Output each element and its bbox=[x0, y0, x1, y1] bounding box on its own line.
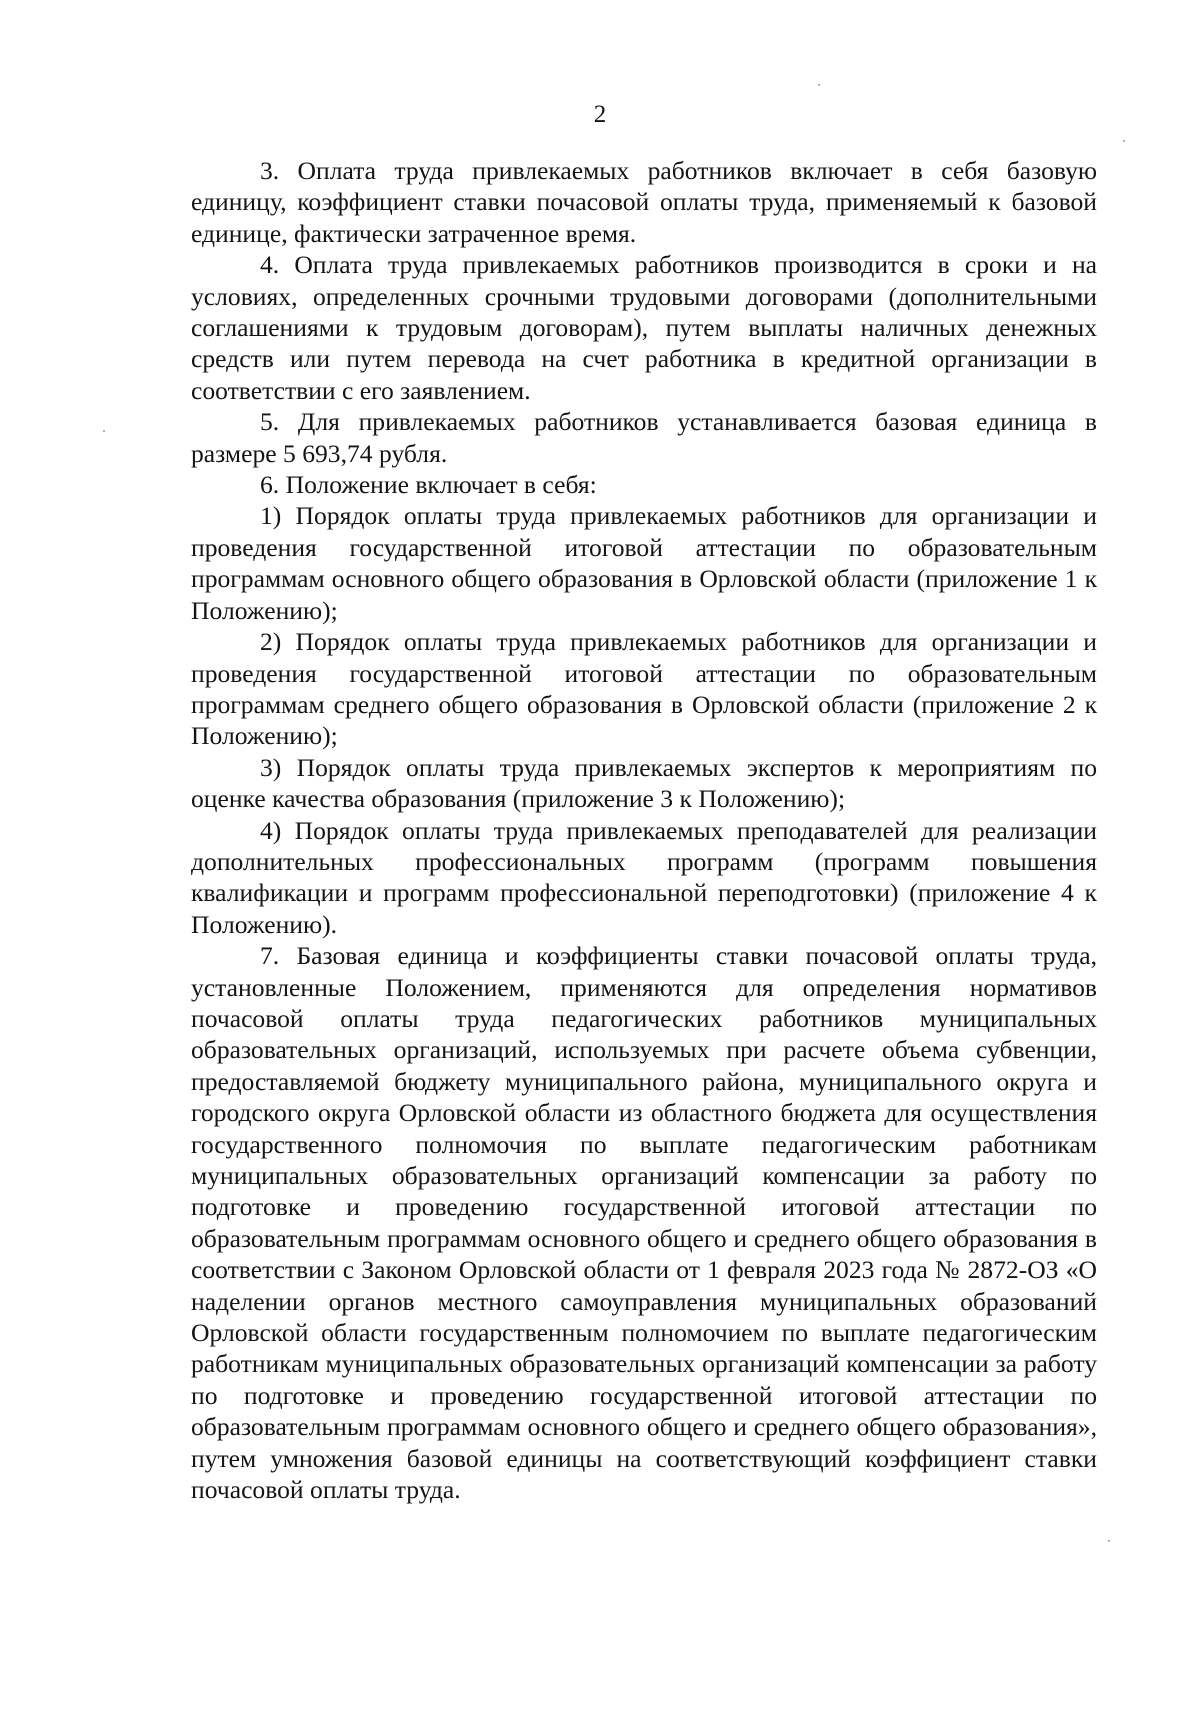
scan-speck bbox=[1123, 140, 1125, 142]
scan-speck bbox=[103, 430, 105, 432]
list-item-4-teachers: 4) Порядок оплаты труда привлекаемых преподавателей для реализации дополнительных профессиональных программ (программ повышения квалификации и программ профессиональной переподготовки) (приложение 4 к Положению). bbox=[191, 815, 1097, 939]
paragraph-7-base-unit-application: 7. Базовая единица и коэффициенты ставки почасовой оплаты труда, установленные Положением, применяются для определения нормативов почасовой оплаты труда педагогических работников муниципальных образовательных организаций, используемых при расчете объема субвенции, предоставляемой бюджету муниципального района, муниципального округа и городского округа Орловской области из областного бюджета для осуществления государственного полномочия по выплате педагогическим работникам муниципальных образовательных организаций компенсации за работу по подготовке и проведению государственной итоговой аттестации по образовательным программам основного общего и среднего общего образования в соответствии с Законом Орловской области от 1 февраля 2023 года № 2872-ОЗ «О наделении органов местного самоуправления муниципальных образований Орловской области государственным полномочием по выплате педагогическим работникам муниципальных образовательных организаций компенсации за работу по подготовке и проведению государственной итоговой аттестации по образовательным программам основного общего и среднего общего образования», путем умножения базовой единицы на соответствующий коэффициент ставки почасовой оплаты труда. bbox=[191, 941, 1097, 1505]
scan-speck bbox=[818, 84, 820, 86]
paragraph-5-base-unit: 5. Для привлекаемых работников устанавливается базовая единица в размере 5 693,74 рубля. bbox=[191, 407, 1097, 468]
list-item-2-secondary-general-education: 2) Порядок оплаты труда привлекаемых работников для организации и проведения государственной итоговой аттестации по образовательным программам среднего общего образования в Орловской области (приложение 2 к Положению); bbox=[191, 627, 1097, 751]
scan-speck bbox=[1108, 1540, 1110, 1542]
paragraph-3-remuneration-composition: 3. Оплата труда привлекаемых работников включает в себя базовую единицу, коэффициент ставки почасовой оплаты труда, применяемый к базовой единице, фактически затраченное время. bbox=[191, 156, 1097, 248]
paragraph-4-payment-terms: 4. Оплата труда привлекаемых работников производится в сроки и на условиях, определенных срочными трудовыми договорами (дополнительными соглашениями к трудовым договорам), путем выплаты наличных денежных средств или путем перевода на счет работника в кредитной организации в соответствии с его заявлением. bbox=[191, 250, 1097, 405]
page-number: 2 bbox=[593, 101, 607, 128]
list-item-1-basic-general-education: 1) Порядок оплаты труда привлекаемых работников для организации и проведения государственной итоговой аттестации по образовательным программам основного общего образования в Орловской области (приложение 1 к Положению); bbox=[191, 501, 1097, 625]
list-item-3-experts: 3) Порядок оплаты труда привлекаемых экспертов к мероприятиям по оценке качества образования (приложение 3 к Положению); bbox=[191, 752, 1097, 814]
paragraph-6-regulation-contents: 6. Положение включает в себя: bbox=[260, 470, 597, 500]
document-body bbox=[191, 155, 1097, 1505]
